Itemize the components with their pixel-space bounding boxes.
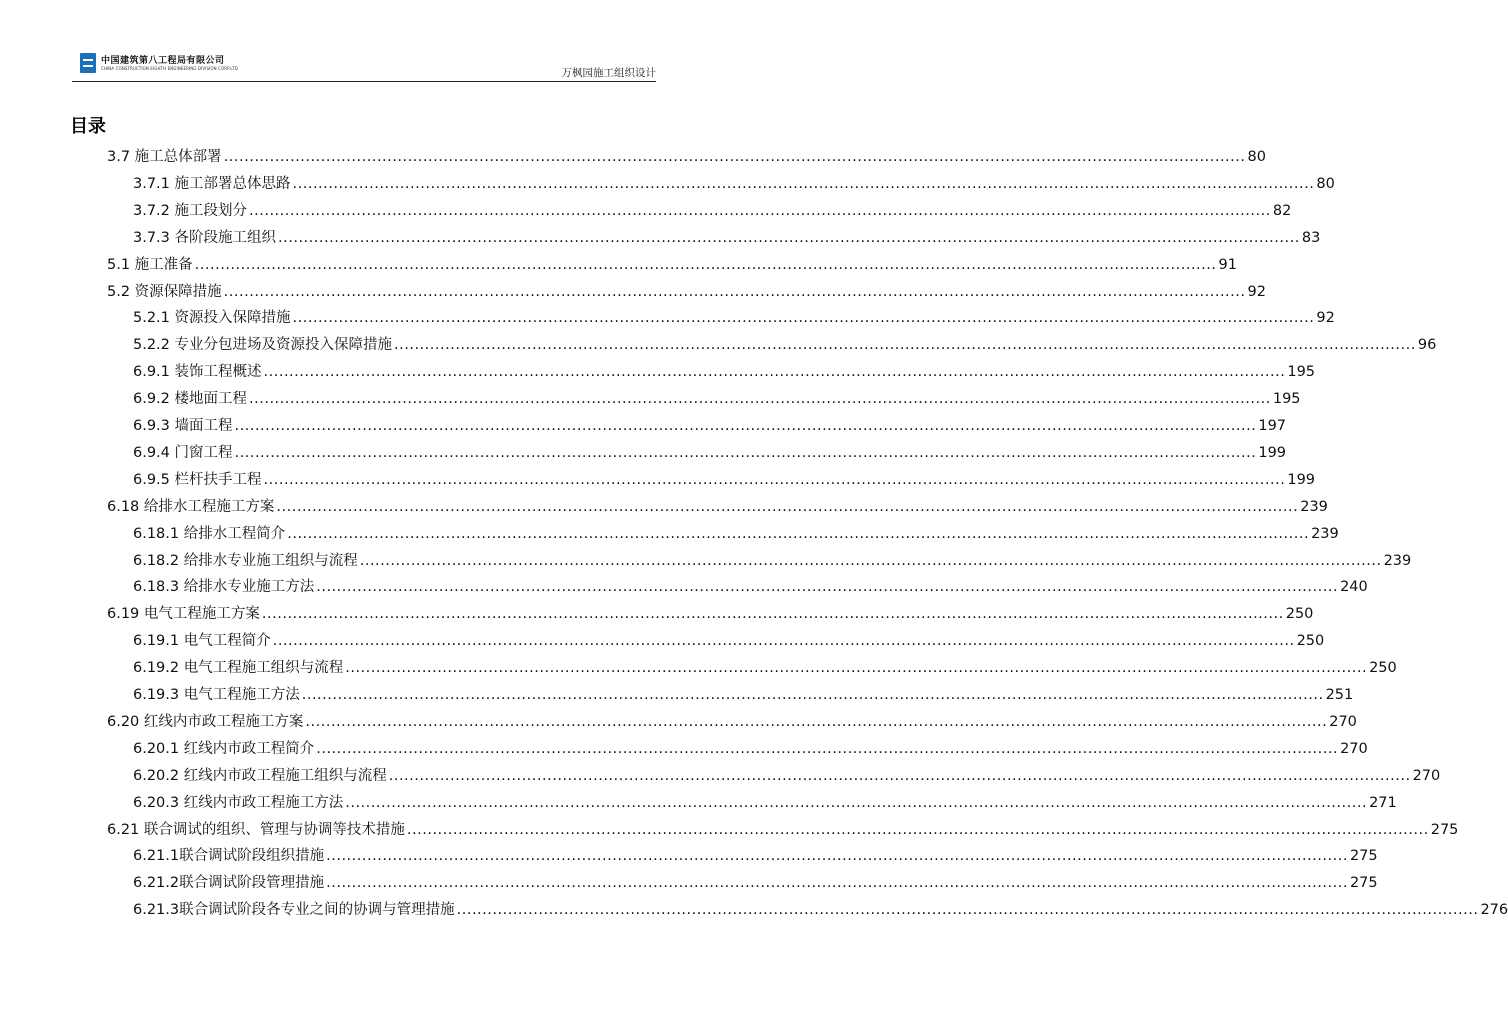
toc-leader-dots: ........................................................................................................................................................................................................ — [345, 660, 1368, 677]
toc-entry-title: 6.19 电气工程施工方案 — [107, 606, 260, 623]
toc-entry-page: 195 — [1272, 391, 1301, 408]
toc-entry-page: 270 — [1329, 713, 1357, 730]
toc-entry-title: 6.20 红线内市政工程施工方案 — [107, 713, 304, 730]
toc-leader-dots: ........................................................................................................................................................................................................ — [305, 713, 1328, 730]
toc-entry[interactable] — [133, 332, 1437, 359]
toc-entry-title: 6.19.1 电气工程简介 — [133, 633, 271, 650]
toc-entry[interactable] — [133, 790, 1397, 817]
toc-entry-page: 270 — [1340, 740, 1368, 757]
toc-entry[interactable] — [107, 601, 1314, 628]
toc-entry-title: 6.9.3 墙面工程 — [133, 418, 233, 434]
toc-entry-page: 83 — [1301, 229, 1321, 246]
toc-leader-dots: ........................................................................................................................................................................................................ — [388, 767, 1411, 784]
toc-entry[interactable] — [133, 171, 1335, 198]
toc-entry-title: 6.21.1联合调试阶段组织措施 — [133, 848, 325, 865]
toc-entry-page: 275 — [1349, 875, 1378, 892]
toc-entry-page: 275 — [1349, 848, 1378, 865]
toc-entry[interactable] — [133, 763, 1441, 790]
toc-entry-page: 239 — [1311, 525, 1339, 542]
toc-entry[interactable] — [133, 843, 1378, 870]
toc-entry[interactable] — [133, 548, 1412, 575]
toc-entry[interactable] — [133, 413, 1287, 440]
toc-entry-title: 3.7.1 施工部署总体思路 — [133, 175, 291, 192]
page-header — [72, 44, 656, 82]
toc-leader-dots: ........................................................................................................................................................................................................ — [292, 175, 1315, 192]
toc-entry[interactable] — [107, 144, 1266, 171]
toc-leader-dots: ........................................................................................................................................................................................................ — [301, 687, 1324, 703]
toc-leader-dots: ........................................................................................................................................................................................................ — [263, 471, 1286, 488]
toc-leader-dots: ........................................................................................................................................................................................................ — [326, 848, 1348, 865]
toc-leader-dots: ........................................................................................................................................................................................................ — [223, 149, 1246, 165]
toc-entry-page: 199 — [1258, 444, 1287, 461]
toc-entry-title: 6.19.3 电气工程施工方法 — [133, 687, 300, 703]
toc-entry-page: 82 — [1272, 202, 1292, 219]
toc-entry-page: 199 — [1287, 471, 1316, 488]
toc-entry-page: 250 — [1285, 606, 1314, 623]
toc-entry[interactable] — [133, 521, 1339, 548]
toc-entry[interactable] — [133, 574, 1368, 601]
toc-entry[interactable] — [133, 225, 1321, 252]
toc-entry-title: 3.7.3 各阶段施工组织 — [133, 229, 277, 246]
company-name-cn: 中国建筑第八工程局有限公司 — [101, 56, 225, 66]
toc-leader-dots: ........................................................................................................................................................................................................ — [223, 283, 1246, 300]
toc-leader-dots: ........................................................................................................................................................................................................ — [276, 498, 1299, 515]
toc-leader-dots: ........................................................................................................................................................................................................ — [316, 579, 1339, 596]
toc-entry[interactable] — [133, 440, 1287, 467]
toc-leader-dots: ........................................................................................................................................................................................................ — [234, 418, 1257, 434]
toc-entry-page: 240 — [1340, 579, 1368, 596]
toc-leader-dots: ........................................................................................................................................................................................................ — [263, 364, 1286, 381]
toc-entry-page: 91 — [1218, 256, 1237, 273]
toc-entry-title: 6.21.2联合调试阶段管理措施 — [133, 875, 325, 892]
toc-entry-title: 6.21 联合调试的组织、管理与协调等技术措施 — [107, 821, 405, 838]
toc-entry-title: 6.20.3 红线内市政工程施工方法 — [133, 794, 344, 811]
toc-entry-title: 6.9.5 栏杆扶手工程 — [133, 471, 262, 488]
toc-leader-dots: ........................................................................................................................................................................................................ — [359, 552, 1382, 569]
toc-entry[interactable] — [133, 897, 1508, 924]
toc-leader-dots: ........................................................................................................................................................................................................ — [406, 821, 1429, 838]
toc-leader-dots: ........................................................................................................................................................................................................ — [194, 256, 1217, 273]
toc-leader-dots: ........................................................................................................................................................................................................ — [234, 444, 1257, 461]
toc-leader-dots: ........................................................................................................................................................................................................ — [287, 525, 1310, 542]
toc-leader-dots: ........................................................................................................................................................................................................ — [326, 875, 1348, 892]
toc-entry-page: 195 — [1287, 364, 1316, 381]
toc-entry[interactable] — [133, 736, 1368, 763]
toc-entry-title: 6.19.2 电气工程施工组织与流程 — [133, 660, 344, 677]
toc-entry-page: 92 — [1316, 310, 1335, 327]
toc-entry-page: 239 — [1300, 498, 1328, 515]
toc-leader-dots: ........................................................................................................................................................................................................ — [272, 633, 1295, 650]
toc-entry[interactable] — [133, 467, 1316, 494]
toc-entry-title: 5.2.2 专业分包进场及资源投入保障措施 — [133, 337, 393, 354]
toc-entry-title: 5.2.1 资源投入保障措施 — [133, 310, 291, 327]
toc-entry-title: 6.18.2 给排水专业施工组织与流程 — [133, 552, 358, 569]
toc-entry-page: 271 — [1369, 794, 1397, 811]
toc-entry-page: 250 — [1296, 633, 1325, 650]
toc-entry-page: 276 — [1480, 902, 1508, 919]
toc-entry[interactable] — [133, 386, 1301, 413]
toc-entry-title: 3.7.2 施工段划分 — [133, 202, 248, 219]
toc-entry-title: 5.2 资源保障措施 — [107, 283, 222, 300]
toc-entry[interactable] — [133, 628, 1325, 655]
toc-leader-dots: ........................................................................................................................................................................................................ — [261, 606, 1284, 623]
toc-leader-dots: ........................................................................................................................................................................................................ — [456, 902, 1479, 919]
toc-leader-dots: ........................................................................................................................................................................................................ — [249, 391, 1271, 408]
toc-heading: 目录 — [70, 116, 106, 137]
toc-entry[interactable] — [107, 252, 1237, 279]
toc-entry-title: 6.9.1 装饰工程概述 — [133, 364, 262, 381]
toc-entry[interactable] — [107, 817, 1459, 844]
toc-leader-dots: ........................................................................................................................................................................................................ — [394, 337, 1416, 354]
toc-entry-title: 6.21.3联合调试阶段各专业之间的协调与管理措施 — [133, 902, 455, 919]
toc-entry-title: 6.18.1 给排水工程简介 — [133, 525, 286, 542]
toc-leader-dots: ........................................................................................................................................................................................................ — [292, 310, 1315, 327]
company-name-en: CHINA CONSTRUCTION EIGHTH ENGINEERING DIVISION CORP.LTD — [101, 66, 238, 71]
toc-entry[interactable] — [133, 359, 1316, 386]
company-logo-icon — [80, 53, 96, 73]
toc-entry-title: 6.20.2 红线内市政工程施工组织与流程 — [133, 767, 387, 784]
toc-entry-page: 197 — [1258, 418, 1287, 434]
toc-entry[interactable] — [107, 494, 1328, 521]
toc-leader-dots: ........................................................................................................................................................................................................ — [278, 229, 1300, 246]
toc-entry[interactable] — [107, 279, 1266, 306]
toc-entry[interactable] — [133, 305, 1335, 332]
toc-entry-page: 80 — [1316, 175, 1335, 192]
toc-entry-title: 6.18 给排水工程施工方案 — [107, 498, 275, 515]
toc-leader-dots: ........................................................................................................................................................................................................ — [345, 794, 1368, 811]
toc-entry-page: 250 — [1369, 660, 1397, 677]
toc-entry-title: 6.9.4 门窗工程 — [133, 444, 233, 461]
toc-entry-title: 6.20.1 红线内市政工程简介 — [133, 740, 315, 757]
toc-entry-page: 80 — [1247, 149, 1266, 165]
toc-entry[interactable] — [107, 709, 1357, 736]
toc-entry-page: 239 — [1383, 552, 1412, 569]
toc-entry-page: 270 — [1412, 767, 1441, 784]
toc-entry-page: 92 — [1247, 283, 1266, 300]
toc-entry[interactable] — [133, 682, 1354, 709]
document-title: 万枫园施工组织设计 — [561, 67, 656, 79]
toc-leader-dots: ........................................................................................................................................................................................................ — [249, 202, 1271, 219]
toc-entry[interactable] — [133, 870, 1378, 897]
toc-entry-title: 5.1 施工准备 — [107, 256, 193, 273]
toc-entry[interactable] — [133, 655, 1397, 682]
toc-leader-dots: ........................................................................................................................................................................................................ — [316, 740, 1339, 757]
toc-entry-page: 96 — [1417, 337, 1437, 354]
toc-entry-title: 6.9.2 楼地面工程 — [133, 391, 248, 408]
toc-entry-page: 275 — [1430, 821, 1459, 838]
toc-entry-title: 6.18.3 给排水专业施工方法 — [133, 579, 315, 596]
toc-entry-page: 251 — [1325, 687, 1354, 703]
toc-entry-title: 3.7 施工总体部署 — [107, 149, 222, 165]
toc-entry[interactable] — [133, 198, 1292, 225]
